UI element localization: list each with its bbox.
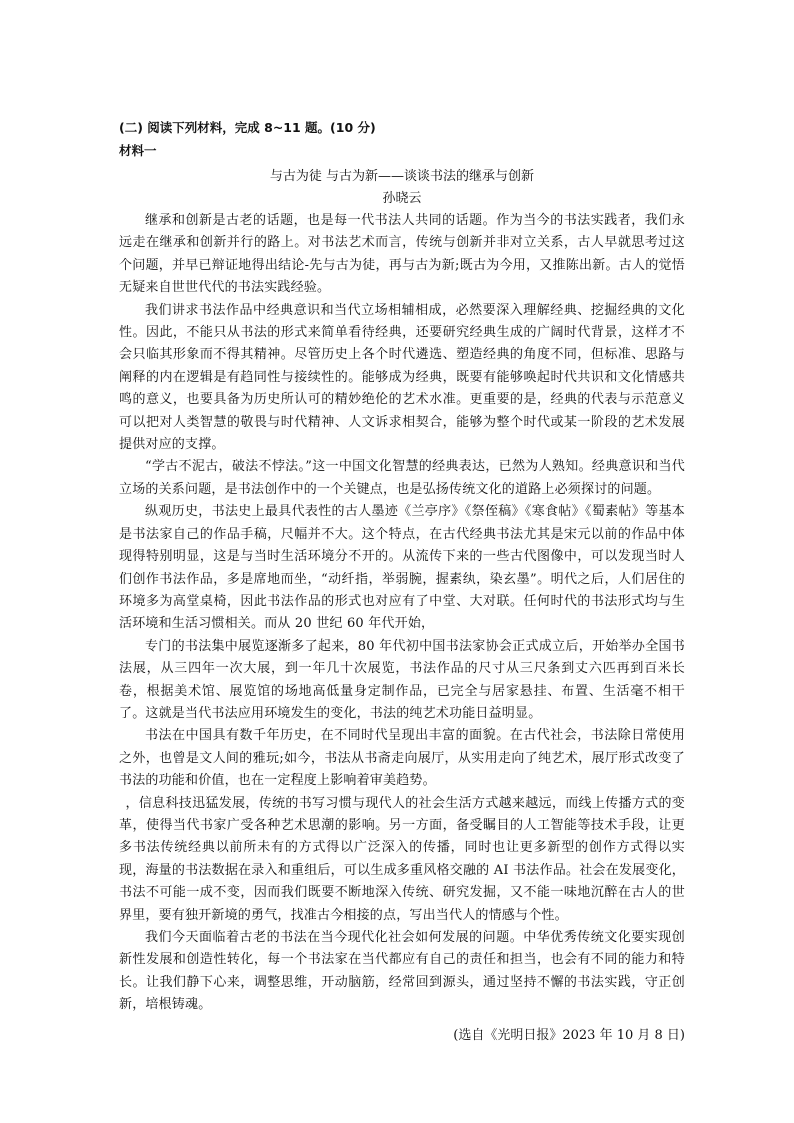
article-author: 孙晓云 bbox=[382, 191, 422, 206]
paragraph-1: 继承和创新是古老的话题，也是每一代书法人共同的话题。作为当今的书法实践者，我们永远走在继承和创新并行的路上。对书法艺术而言，传统与创新并非对立关系，古人早就思考过这个问题，并早已辩证地得出结论-先与古为徒，再与古为新;既古为今用，又推陈出新。古人的觉悟无疑来自世世代代的书法实践经验。 bbox=[119, 213, 685, 296]
paragraph-5: 专门的书法集中展览逐渐多了起来，80 年代初中国书法家协会正式成立后，开始举办全国书法展，从三四年一次大展，到一年几十次展览，书法作品的尺寸从三尺条到丈六匹再到百米长卷，根据美术馆、展览馆的场地高低量身定制作品，已完全与居家悬挂、布置、生活毫不相干了。这就是当代书法应用环境发生的变化，书法的纯艺术功能日益明显。 bbox=[119, 638, 685, 721]
paragraph-3: “学古不泥古，破法不悖法。”这一中国文化智慧的经典表达，已然为人熟知。经典意识和当代立场的关系问题，是书法创作中的一个关键点，也是弘扬传统文化的道路上必须探讨的问题。 bbox=[119, 459, 685, 497]
paragraph-4: 纵观历史，书法史上最具代表性的古人墨迹《兰亭序》《祭侄稿》《寒食帖》《蜀素帖》等基本是书法家自己的作品手稿，尺幅并不大。这个特点，在古代经典书法尤其是宋元以前的作品中体现得特别明显，这是与当时生活环境分不开的。从流传下来的一些古代图像中，可以发现当时人们创作书法作品，多是席地而坐，“动纤指，举弱腕，握素纨，染玄墨”。明代之后，人们居住的环境多为高堂桌椅，因此书法作品的形式也对应有了中堂、大对联。任何时代的书法形式均与生活环境和生活习惯相关。而从 20 世纪 60 年代开始， bbox=[119, 504, 685, 632]
section-heading: (二) 阅读下列材料，完成 8~11 题。(10 分) bbox=[119, 120, 376, 135]
article-source: (选自《光明日报》2023 年 10 月 8 日) bbox=[453, 1027, 685, 1043]
paragraph-8: 我们今天面临着古老的书法在当今现代化社会如何发展的问题。中华优秀传统文化要实现创新性发展和创造性转化，每一个书法家在当代都应有自己的责任和担当，也会有不同的能力和特长。让我们静下心来，调整思维，开动脑筋，经常回到源头，通过坚持不懈的书法实践，守正创新，培根铸魂。 bbox=[119, 930, 685, 1013]
paragraph-6: 书法在中国具有数千年历史，在不同时代呈现出丰富的面貌。在古代社会，书法除日常使用之外，也曾是文人间的雅玩;如今，书法从书斋走向展厅，从实用走向了纯艺术，展厅形式改变了书法的功能和价值，也在一定程度上影响着审美趋势。 bbox=[119, 728, 685, 789]
document-page bbox=[119, 116, 685, 1047]
article-title: 与古为徒 与古为新——谈谈书法的继承与创新 bbox=[269, 169, 535, 184]
material-label: 材料一 bbox=[119, 143, 157, 158]
paragraph-2: 我们讲求书法作品中经典意识和当代立场相辅相成，必然要深入理解经典、挖掘经典的文化性。因此，不能只从书法的形式来简单看待经典，还要研究经典生成的广阔时代背景，这样才不会只临其形象而不得其精神。尽管历史上各个时代遴选、塑造经典的角度不同，但标准、思路与阐释的内在逻辑是有趋同性与接续性的。能够成为经典，既要有能够唤起时代共识和文化情感共鸣的意义，也要具备为历史所认可的精妙绝伦的艺术水准。更重要的是，经典的代表与示范意义可以把对人类智慧的敬畏与时代精神、人文诉求相契合，能够为整个时代或某一阶段的艺术发展提供对应的支撑。 bbox=[119, 302, 685, 453]
paragraph-7: ，信息科技迅猛发展，传统的书写习惯与现代人的社会生活方式越来越远，而线上传播方式的变革，使得当代书家广受各种艺术思潮的影响。另一方面，备受瞩目的人工智能等技术手段，让更多书法传统经典以前所未有的方式得以广泛深入的传播，同时也让更多新型的创作方式得以实现，海量的书法数据在录入和重组后，可以生成多重风格交融的 AI 书法作品。社会在发展变化，书法不可能一成不变，因而我们既要不断地深入传统、研究发掘，又不能一味地沉醉在古人的世界里，要有独开新境的勇气，找准古今相接的点，写出当代人的情感与个性。 bbox=[119, 795, 685, 923]
